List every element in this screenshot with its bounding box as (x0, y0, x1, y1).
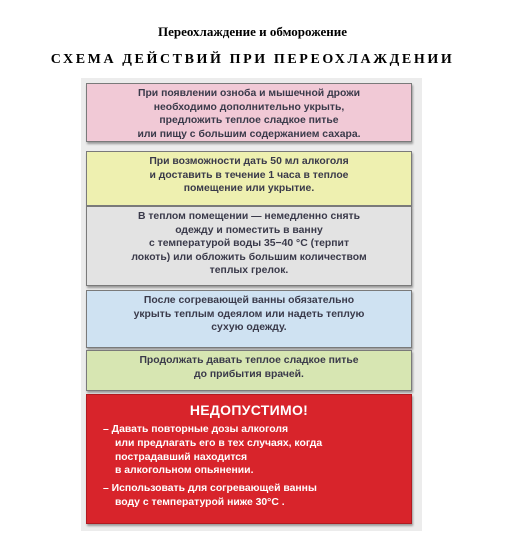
step-3-box (86, 206, 412, 286)
warning-item-2-line: воду с температурой ниже 30°С . (115, 496, 285, 508)
step-3-line: локоть) или обложить большим количеством (131, 251, 367, 263)
step-4-box (86, 290, 412, 348)
step-4-line: укрыть теплым одеялом или надеть теплую (133, 308, 365, 320)
step-3-line: В теплом помещении — немедленно снять (137, 211, 361, 222)
warning-item-1-line: – Давать повторные дозы алкоголя (103, 424, 289, 435)
step-4-line: После согревающей ванны обязательно (143, 295, 355, 306)
step-1-line: При появлении озноба и мышечной дрожи (137, 88, 360, 99)
hypothermia-action-poster (81, 78, 422, 531)
step-1-box (86, 83, 412, 142)
step-5-box (86, 350, 412, 391)
warning-box (86, 394, 412, 524)
document-title: Переохлаждение и обморожение (158, 24, 347, 39)
warning-item-2-line: – Использовать для согревающей ванны (103, 483, 317, 495)
step-2-line: При возможности дать 50 мл алкоголя (149, 156, 349, 167)
step-1-line: предложить теплое сладкое питье (159, 115, 339, 127)
step-5-line: до прибытия врачей. (194, 368, 304, 380)
step-2-line: и доставить в течение 1 часа в теплое (149, 169, 349, 181)
step-3-line: теплых грелок. (209, 265, 289, 277)
scheme-heading: СХЕМА ДЕЙСТВИЙ ПРИ ПЕРЕОХЛАЖДЕНИИ (50, 52, 455, 67)
warning-item-1-line: пострадавший находится (115, 451, 248, 463)
warning-title: НЕДОПУСТИМО! (189, 402, 309, 418)
step-2-line: помещение или укрытие. (183, 183, 315, 195)
warning-item-1-line: или предлагать его в тех случаях, когда (115, 437, 323, 449)
step-4-line: сухую одежду. (211, 322, 287, 334)
warning-item-1-line: в алкогольном опьянении. (115, 465, 254, 477)
step-3-line: с температурой воды 35−40 °С (терпит (148, 238, 350, 250)
step-3-line: одежду и поместить в ванну (175, 224, 323, 236)
step-2-box (86, 151, 412, 206)
step-1-line: необходимо дополнительно укрыть, (153, 101, 345, 113)
step-1-line: или пищу с большим содержанием сахара. (137, 128, 361, 140)
step-5-line: Продолжать давать теплое сладкое питье (139, 355, 359, 366)
